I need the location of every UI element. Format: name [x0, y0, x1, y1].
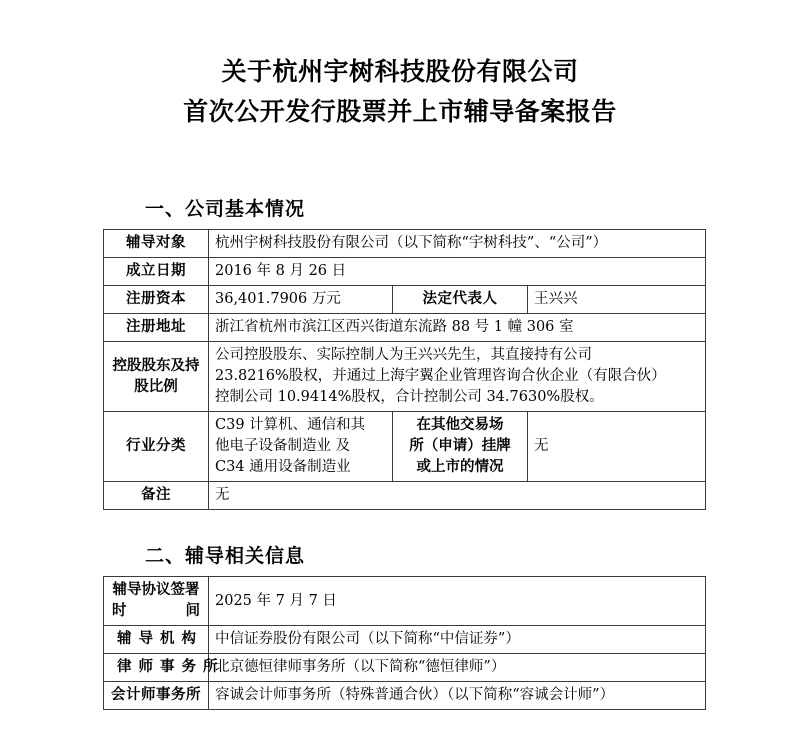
row-label-agreement-signing-date	[104, 577, 209, 626]
agreement-label-line-1: 辅导协议签署	[112, 582, 200, 598]
row-value-tutoring-institution: 中信证券股份有限公司（以下简称“中信证券”）	[209, 626, 706, 654]
agreement-label-line-2	[110, 601, 202, 622]
agreement-label-line-2-right: 间	[185, 603, 200, 619]
section-heading-tutoring-info: 二、辅导相关信息	[145, 545, 306, 567]
controlling-shareholder-line-2: 23.8216%股权，并通过上海宇翼企业管理咨询合伙企业（有限合伙）	[215, 368, 666, 384]
table-row	[104, 682, 706, 710]
controlling-shareholder-line-1: 公司控股股东、实际控制人为王兴兴先生，其直接持有公司	[215, 347, 592, 363]
row-value-registered-address: 浙江省杭州市滨江区西兴街道东流路 88 号 1 幢 306 室	[209, 314, 706, 342]
section-heading-company-basics: 一、公司基本情况	[145, 198, 306, 220]
table-row	[104, 258, 706, 286]
row-label-accounting-firm: 会计师事务所	[104, 682, 209, 710]
table-row	[104, 482, 706, 510]
table-row	[104, 412, 706, 482]
row-value-registered-capital: 36,401.7906 万元	[209, 286, 393, 314]
table-row	[104, 230, 706, 258]
industry-line-3: C34 通用设备制造业	[215, 459, 351, 475]
row-label-remarks: 备注	[104, 482, 209, 510]
row-label-controlling-shareholder	[104, 342, 209, 412]
row-value-other-market-listing: 无	[528, 412, 706, 482]
industry-line-2: 他电子设备制造业 及	[215, 438, 351, 454]
row-label-industry-classification: 行业分类	[104, 412, 209, 482]
row-label-legal-representative: 法定代表人	[393, 286, 528, 314]
tutoring-info-table	[103, 576, 706, 710]
row-label-registered-address: 注册地址	[104, 314, 209, 342]
row-value-accounting-firm: 容诚会计师事务所（特殊普通合伙）（以下简称“容诚会计师”）	[209, 682, 706, 710]
row-label-controlling-shareholder-line-1: 控股股东及持	[112, 357, 200, 374]
industry-line-1: C39 计算机、通信和其	[215, 417, 366, 433]
table-row	[104, 626, 706, 654]
row-label-other-market-listing	[393, 412, 528, 482]
other-market-label-line-3: 或上市的情况	[416, 459, 504, 475]
company-basic-info-table	[103, 229, 706, 510]
row-value-industry-classification	[209, 412, 393, 482]
document-title	[0, 52, 800, 132]
table-row	[104, 577, 706, 626]
other-market-label-line-2: 所（申请）挂牌	[409, 438, 511, 454]
row-label-establish-date: 成立日期	[104, 258, 209, 286]
row-value-establish-date: 2016 年 8 月 26 日	[209, 258, 706, 286]
row-value-agreement-signing-date: 2025 年 7 月 7 日	[209, 577, 706, 626]
row-value-law-firm: 北京德恒律师事务所（以下简称“德恒律师”）	[209, 654, 706, 682]
row-value-legal-representative: 王兴兴	[528, 286, 706, 314]
row-label-controlling-shareholder-line-2: 股比例	[134, 378, 178, 395]
row-value-controlling-shareholder	[209, 342, 706, 412]
table-row	[104, 314, 706, 342]
row-label-registered-capital: 注册资本	[104, 286, 209, 314]
table-row	[104, 654, 706, 682]
row-label-tutoring-target: 辅导对象	[104, 230, 209, 258]
table-row	[104, 286, 706, 314]
document-title-line-2: 首次公开发行股票并上市辅导备案报告	[183, 97, 617, 126]
agreement-label-line-2-left: 时	[112, 603, 127, 619]
row-label-tutoring-institution: 辅导机构	[104, 626, 209, 654]
document-title-line-1: 关于杭州宇树科技股份有限公司	[221, 57, 579, 86]
controlling-shareholder-line-3: 控制公司 10.9414%股权，合计控制公司 34.7630%股权。	[215, 389, 604, 405]
row-value-tutoring-target: 杭州宇树科技股份有限公司（以下简称“宇树科技”、“公司”）	[209, 230, 706, 258]
other-market-label-line-1: 在其他交易场	[416, 417, 504, 433]
table-row	[104, 342, 706, 412]
row-value-remarks: 无	[209, 482, 706, 510]
row-label-law-firm: 律师事务所	[104, 654, 209, 682]
